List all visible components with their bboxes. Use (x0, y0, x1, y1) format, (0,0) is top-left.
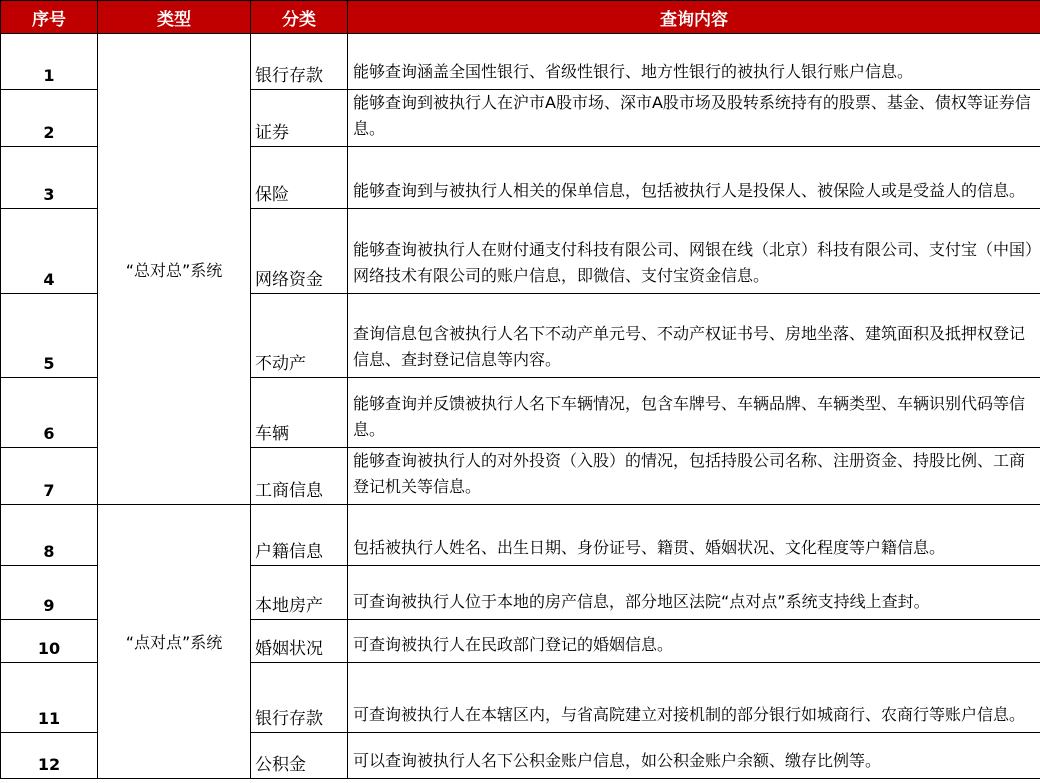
row-content: 能够查询并反馈被执行人名下车辆情况，包含车牌号、车辆品牌、车辆类型、车辆识别代码等信息。 (348, 378, 1040, 448)
row-content: 可查询被执行人在本辖区内，与省高院建立对接机制的部分银行如城商行、农商行等账户信息。 (348, 663, 1040, 733)
table-row (1, 34, 1040, 90)
row-category: 本地房产 (251, 566, 348, 620)
header-content: 查询内容 (348, 1, 1040, 34)
row-category: 公积金 (251, 733, 348, 779)
row-category: 银行存款 (251, 34, 348, 90)
row-number: 10 (1, 620, 98, 663)
row-content: 查询信息包含被执行人名下不动产单元号、不动产权证书号、房地坐落、建筑面积及抵押权登记信息、查封登记信息等内容。 (348, 294, 1040, 378)
row-content: 能够查询涵盖全国性银行、省级性银行、地方性银行的被执行人银行账户信息。 (348, 34, 1040, 90)
row-content: 可以查询被执行人名下公积金账户信息，如公积金账户余额、缴存比例等。 (348, 733, 1040, 779)
row-number: 1 (1, 34, 98, 90)
row-category: 网络资金 (251, 209, 348, 294)
row-number: 4 (1, 209, 98, 294)
header-category: 分类 (251, 1, 348, 34)
row-number: 5 (1, 294, 98, 378)
row-category: 银行存款 (251, 663, 348, 733)
row-number: 12 (1, 733, 98, 779)
row-category: 户籍信息 (251, 505, 348, 566)
row-content: 包括被执行人姓名、出生日期、身份证号、籍贯、婚姻状况、文化程度等户籍信息。 (348, 505, 1040, 566)
header-type: 类型 (98, 1, 251, 34)
table-row (1, 505, 1040, 566)
row-number: 9 (1, 566, 98, 620)
row-category: 婚姻状况 (251, 620, 348, 663)
row-content: 能够查询被执行人的对外投资（入股）的情况，包括持股公司名称、注册资金、持股比例、工商登记机关等信息。 (348, 448, 1040, 505)
row-content: 能够查询到被执行人在沪市A股市场、深市A股市场及股转系统持有的股票、基金、债权等证券信息。 (348, 90, 1040, 147)
row-number: 8 (1, 505, 98, 566)
type-cell-total: “总对总”系统 (98, 34, 251, 505)
header-row (1, 1, 1040, 34)
row-number: 2 (1, 90, 98, 147)
row-content: 可查询被执行人位于本地的房产信息，部分地区法院“点对点”系统支持线上查封。 (348, 566, 1040, 620)
row-category: 工商信息 (251, 448, 348, 505)
row-number: 3 (1, 147, 98, 209)
row-number: 11 (1, 663, 98, 733)
row-category: 车辆 (251, 378, 348, 448)
type-cell-point: “点对点”系统 (98, 505, 251, 779)
row-category: 保险 (251, 147, 348, 209)
row-content: 能够查询到与被执行人相关的保单信息，包括被执行人是投保人、被保险人或是受益人的信息。 (348, 147, 1040, 209)
row-content: 能够查询被执行人在财付通支付科技有限公司、网银在线（北京）科技有限公司、支付宝（中国）网络技术有限公司的账户信息，即微信、支付宝资金信息。 (348, 209, 1040, 294)
row-number: 7 (1, 448, 98, 505)
row-category: 证券 (251, 90, 348, 147)
row-content: 可查询被执行人在民政部门登记的婚姻信息。 (348, 620, 1040, 663)
row-category: 不动产 (251, 294, 348, 378)
header-number: 序号 (1, 1, 98, 34)
row-number: 6 (1, 378, 98, 448)
